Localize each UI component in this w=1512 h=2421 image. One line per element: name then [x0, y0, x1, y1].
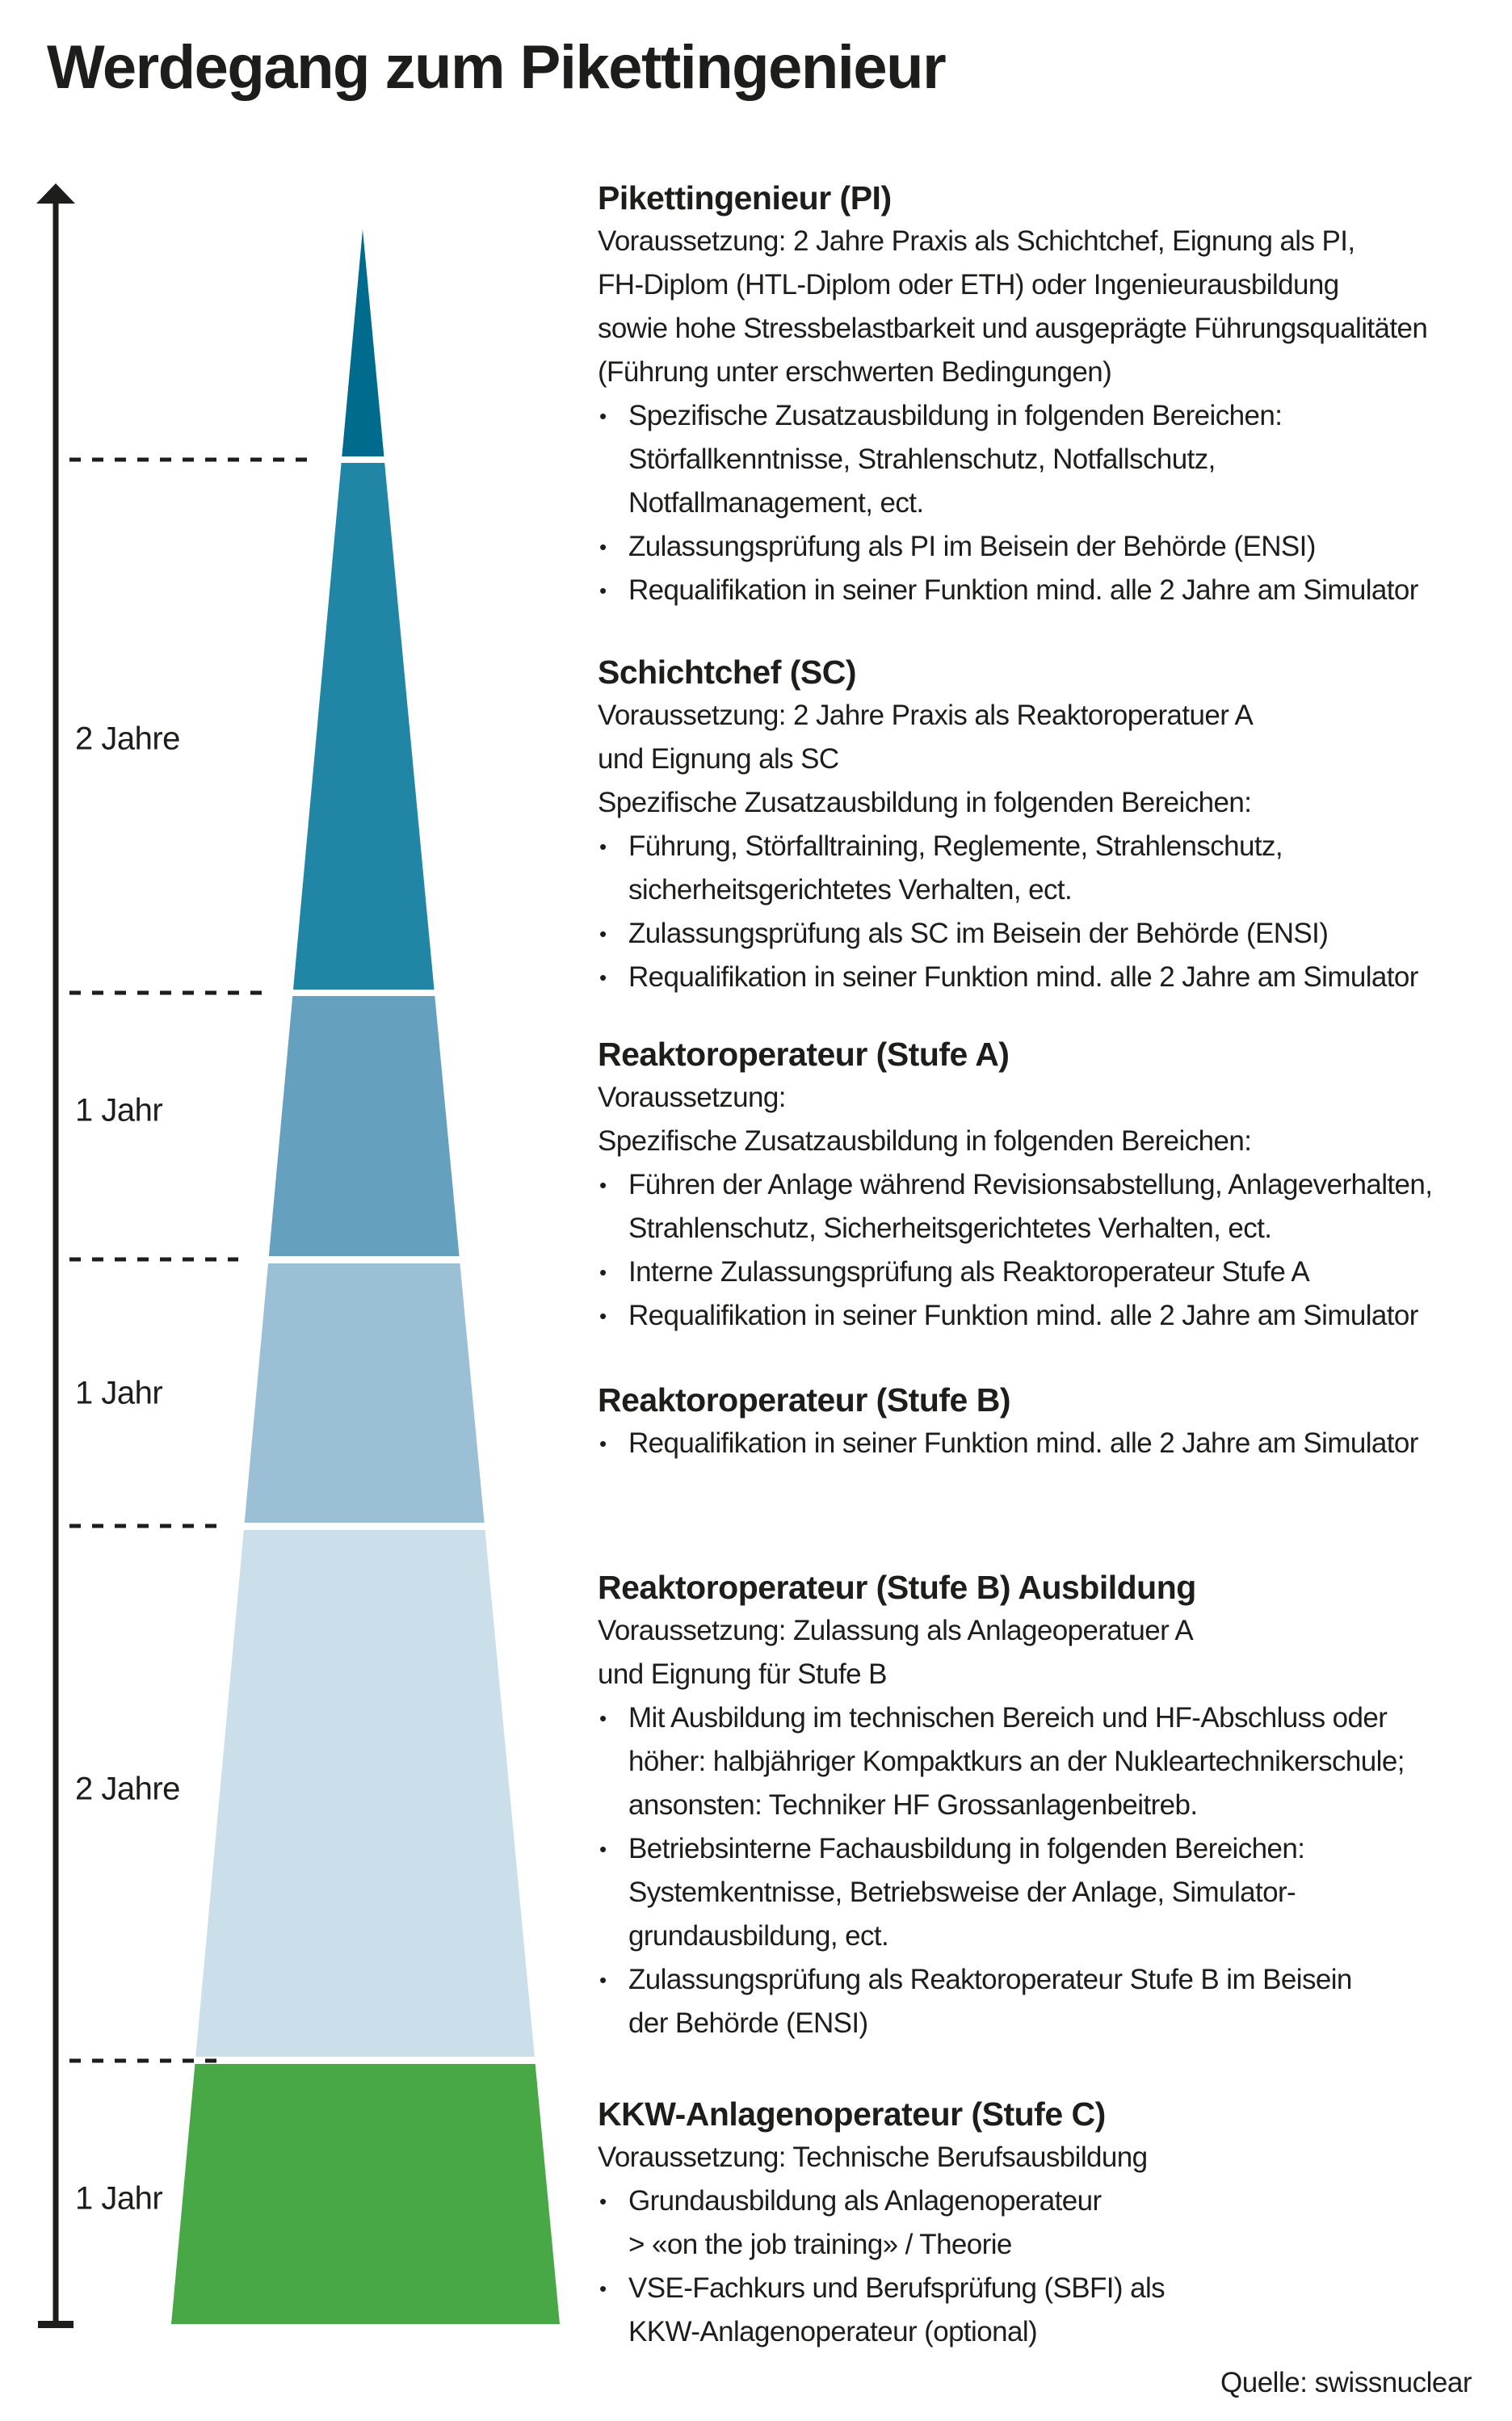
page-title: Werdegang zum Pikettingenieur — [47, 33, 946, 102]
stage-block — [598, 1032, 1494, 1338]
stage-bullet-text: Requalifikation in seiner Funktion mind. alle 2 Jahre am Simulator — [628, 1300, 1418, 1331]
bullet-icon: • — [599, 578, 607, 603]
stage-requirement-line: und Eignung für Stufe B — [598, 1658, 887, 1690]
stage-block — [598, 1566, 1494, 2045]
bullet-icon: • — [599, 922, 607, 946]
duration-label-ro_a: 1 Jahr — [75, 1092, 163, 1129]
stage-requirement-line: FH-Diplom (HTL-Diplom oder ETH) oder Ingenieurausbildung — [598, 269, 1339, 301]
stage-requirement-line: sowie hohe Stressbelastbarkeit und ausgeprägte Führungsqualitäten — [598, 313, 1428, 344]
axis-base-cap — [38, 2321, 74, 2328]
duration-label-ro_b: 1 Jahr — [75, 1375, 163, 1411]
stage-requirement-line: Voraussetzung: — [598, 1082, 786, 1113]
time-axis — [36, 183, 75, 2328]
stage-bullet-item — [598, 1696, 1494, 1827]
stage-bullet-item — [598, 2267, 1494, 2354]
bullet-icon: • — [599, 1260, 607, 1284]
stage-bullet-item — [598, 912, 1494, 956]
stage-bullet-text: Requalifikation in seiner Funktion mind. alle 2 Jahre am Simulator — [628, 574, 1418, 606]
stage-title: Schichtchef (SC) — [598, 654, 857, 691]
stage-requirement-line: Voraussetzung: 2 Jahre Praxis als Schichtchef, Eignung als PI, — [598, 225, 1355, 257]
bullet-icon: • — [599, 1173, 607, 1197]
stage-bullet-item — [598, 956, 1494, 999]
stage-bullet-item — [598, 1422, 1494, 1465]
stage-bullet-item — [598, 2179, 1494, 2267]
stage-requirement-line: Voraussetzung: Technische Berufsausbildung — [598, 2141, 1148, 2173]
bullet-icon: • — [599, 1968, 607, 1992]
stage-title: Pikettingenieur (PI) — [598, 179, 892, 216]
stage-title: Reaktoroperateur (Stufe B) Ausbildung — [598, 1569, 1196, 1606]
stage-bullet-item — [598, 569, 1494, 612]
stage-bullet-text: Interne Zulassungsprüfung als Reaktoroperateur Stufe A — [628, 1256, 1310, 1288]
stage-bullet-text: VSE-Fachkurs und Berufsprüfung (SBFI) als KKW-Anlagenoperateur (optional) — [628, 2272, 1166, 2347]
bullet-icon: • — [599, 2189, 607, 2213]
bullet-icon: • — [599, 1837, 607, 1861]
stage-bullet-item — [598, 1163, 1494, 1250]
stage-bullet-text: Requalifikation in seiner Funktion mind. alle 2 Jahre am Simulator — [628, 1427, 1418, 1459]
stage-bullet-list — [598, 825, 1494, 999]
duration-label-kkw: 1 Jahr — [75, 2180, 163, 2217]
pyramid-segments — [171, 229, 560, 2324]
bullet-icon: • — [599, 1706, 607, 1730]
pyramid-segment-ro_b_ausbildung — [195, 1530, 535, 2057]
stage-bullet-item — [598, 825, 1494, 912]
stage-bullet-list — [598, 1696, 1494, 2045]
bullet-icon: • — [599, 965, 607, 990]
stage-requirement-line: Voraussetzung: Zulassung als Anlageoperatuer A — [598, 1615, 1194, 1646]
stage-requirement-line: Spezifische Zusatzausbildung in folgenden Bereichen: — [598, 787, 1252, 818]
stage-requirement-line: Voraussetzung: 2 Jahre Praxis als Reaktoroperatuer A — [598, 700, 1254, 731]
arrow-up-icon — [36, 183, 75, 204]
stage-bullet-item — [598, 1250, 1494, 1294]
pyramid-segment-kkw — [171, 2064, 560, 2324]
bullet-icon: • — [599, 2276, 607, 2301]
bullet-icon: • — [599, 535, 607, 559]
stage-requirement-line: Spezifische Zusatzausbildung in folgenden Bereichen: — [598, 1125, 1252, 1157]
bullet-icon: • — [599, 834, 607, 859]
bullet-icon: • — [599, 404, 607, 428]
stage-bullet-list — [598, 1163, 1494, 1338]
stage-bullet-item — [598, 394, 1494, 525]
stage-bullet-text: Betriebsinterne Fachausbildung in folgenden Bereichen: Systemkentnisse, Betriebsweise der Anlage, Simulator- grundausbildung, ect. — [628, 1833, 1305, 1952]
stage-bullet-text: Mit Ausbildung im technischen Bereich und HF-Abschluss oder höher: halbjähriger Kompaktkurs an der Nukleartechnikerschule; ansonsten: Techniker HF Grossanlagenbeitreb. — [628, 1702, 1405, 1821]
stage-bullet-text: Requalifikation in seiner Funktion mind. alle 2 Jahre am Simulator — [628, 961, 1418, 993]
stage-bullet-item — [598, 1827, 1494, 1958]
duration-label-sc: 2 Jahre — [75, 721, 180, 757]
stage-requirement-line: (Führung unter erschwerten Bedingungen) — [598, 356, 1112, 388]
stage-title: KKW-Anlagenoperateur (Stufe C) — [598, 2095, 1106, 2133]
stage-requirement-line: und Eignung als SC — [598, 743, 839, 775]
pyramid-segment-sc — [293, 463, 435, 990]
stage-bullet-list — [598, 1422, 1494, 1465]
pyramid-segment-ro_a — [269, 996, 460, 1256]
stage-block — [598, 650, 1494, 999]
pyramid-segment-ro_b — [245, 1263, 485, 1523]
stage-bullet-text: Grundausbildung als Anlagenoperateur > «on the job training» / Theorie — [628, 2185, 1102, 2260]
source-credit: Quelle: swissnuclear — [1220, 2367, 1472, 2398]
stage-bullet-text: Zulassungsprüfung als Reaktoroperateur Stufe B im Beisein der Behörde (ENSI) — [628, 1964, 1352, 2039]
stage-bullet-text: Zulassungsprüfung als PI im Beisein der Behörde (ENSI) — [628, 531, 1316, 562]
stage-bullet-text: Führen der Anlage während Revisionsabstellung, Anlageverhalten, Strahlenschutz, Sicherheitsgerichtetes Verhalten, ect. — [628, 1169, 1433, 1244]
stage-title: Reaktoroperateur (Stufe B) — [598, 1381, 1010, 1419]
stage-block — [598, 2092, 1494, 2354]
stage-bullet-item — [598, 1294, 1494, 1338]
stage-bullet-list — [598, 2179, 1494, 2354]
stage-title: Reaktoroperateur (Stufe A) — [598, 1036, 1010, 1073]
stage-bullet-list — [598, 394, 1494, 612]
stage-bullet-item — [598, 1958, 1494, 2045]
bullet-icon: • — [599, 1431, 607, 1456]
duration-label-ro_b_ausbildung: 2 Jahre — [75, 1771, 180, 1807]
stage-block — [598, 1378, 1494, 1465]
pyramid-segment-pi — [342, 229, 384, 456]
stage-block — [598, 176, 1494, 612]
bullet-icon: • — [599, 1304, 607, 1328]
stage-bullet-text: Führung, Störfalltraining, Reglemente, Strahlenschutz, sicherheitsgerichtetes Verhalten, ect. — [628, 830, 1283, 906]
stage-bullet-item — [598, 525, 1494, 569]
stage-bullet-text: Zulassungsprüfung als SC im Beisein der Behörde (ENSI) — [628, 918, 1329, 949]
stage-bullet-text: Spezifische Zusatzausbildung in folgenden Bereichen: Störfallkenntnisse, Strahlenschutz, Notfallschutz, Notfallmanagement, ect. — [628, 400, 1283, 519]
